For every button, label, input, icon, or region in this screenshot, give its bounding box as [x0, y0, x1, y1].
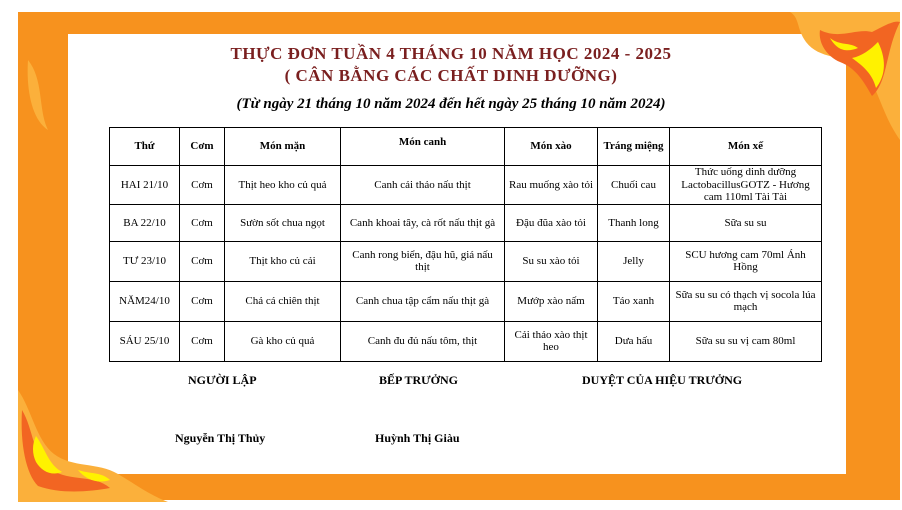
table-row	[110, 241, 822, 281]
cell-snack: Sữa su su có thạch vị socola lúa mạch	[670, 281, 822, 321]
cell-stirfry: Đậu đũa xào tỏi	[505, 204, 598, 241]
cell-snack: Sữa su su vị cam 80ml	[670, 321, 822, 361]
preparer-name: Nguyễn Thị Thủy	[175, 431, 266, 445]
cell-snack: SCU hương cam 70ml Ánh Hồng	[670, 241, 822, 281]
preparer-title: NGƯỜI LẬP	[188, 373, 257, 387]
cell-rice: Cơm	[180, 204, 225, 241]
cell-day: HAI 21/10	[110, 166, 180, 205]
col-header-soup: Món canh	[341, 128, 505, 166]
cell-soup: Canh khoai tây, cà rốt nấu thịt gà	[341, 204, 505, 241]
chef-name: Huỳnh Thị Giàu	[375, 431, 460, 445]
cell-soup: Canh rong biển, đậu hũ, giá nấu thịt	[341, 241, 505, 281]
cell-dessert: Thanh long	[598, 204, 670, 241]
cell-stirfry: Cải thảo xào thịt heo	[505, 321, 598, 361]
table-row	[110, 204, 822, 241]
cell-day: TƯ 23/10	[110, 241, 180, 281]
cell-snack: Thức uống dinh dưỡng LactobacillusGOTZ - Hương cam 110ml Tài Tài	[670, 166, 822, 205]
cell-dessert: Jelly	[598, 241, 670, 281]
cell-day: SÁU 25/10	[110, 321, 180, 361]
cell-main: Chả cá chiên thịt	[225, 281, 341, 321]
cell-main: Thịt heo kho củ quả	[225, 166, 341, 205]
cell-rice: Cơm	[180, 321, 225, 361]
cell-dessert: Táo xanh	[598, 281, 670, 321]
cell-stirfry: Su su xào tỏi	[505, 241, 598, 281]
col-header-day: Thứ	[110, 128, 180, 166]
cell-soup: Canh đu đủ nấu tôm, thịt	[341, 321, 505, 361]
col-header-rice: Cơm	[180, 128, 225, 166]
col-header-dessert: Tráng miệng	[598, 128, 670, 166]
table-row	[110, 281, 822, 321]
cell-stirfry: Mướp xào nấm	[505, 281, 598, 321]
menu-table	[109, 127, 822, 362]
cell-rice: Cơm	[180, 241, 225, 281]
cell-main: Thịt kho củ cải	[225, 241, 341, 281]
table-row	[110, 166, 822, 205]
cell-main: Gà kho củ quả	[225, 321, 341, 361]
date-range: (Từ ngày 21 tháng 10 năm 2024 đến hết ngày 25 tháng 10 năm 2024)	[236, 96, 666, 112]
col-header-snack: Món xế	[670, 128, 822, 166]
principal-title: DUYỆT CỦA HIỆU TRƯỞNG	[582, 373, 743, 387]
cell-snack: Sữa su su	[670, 204, 822, 241]
cell-rice: Cơm	[180, 281, 225, 321]
col-header-stirfry: Món xào	[505, 128, 598, 166]
table-header-row	[110, 128, 822, 166]
cell-dessert: Chuối cau	[598, 166, 670, 205]
flame-ornament-bottom-left	[18, 370, 178, 502]
cell-day: BA 22/10	[110, 204, 180, 241]
col-header-main: Món mặn	[225, 128, 341, 166]
cell-main: Sườn sốt chua ngọt	[225, 204, 341, 241]
cell-soup: Canh chua tập cẩm nấu thịt gà	[341, 281, 505, 321]
cell-day: NĂM24/10	[110, 281, 180, 321]
cell-rice: Cơm	[180, 166, 225, 205]
cell-dessert: Dưa hấu	[598, 321, 670, 361]
cell-soup: Canh cải thảo nấu thịt	[341, 166, 505, 205]
menu-title: THỰC ĐƠN TUẦN 4 THÁNG 10 NĂM HỌC 2024 - 2025	[230, 44, 672, 63]
table-row	[110, 321, 822, 361]
menu-subtitle: ( CÂN BẰNG CÁC CHẤT DINH DƯỠNG)	[284, 66, 618, 85]
cell-stirfry: Rau muống xào tỏi	[505, 166, 598, 205]
chef-title: BẾP TRƯỞNG	[379, 373, 459, 387]
